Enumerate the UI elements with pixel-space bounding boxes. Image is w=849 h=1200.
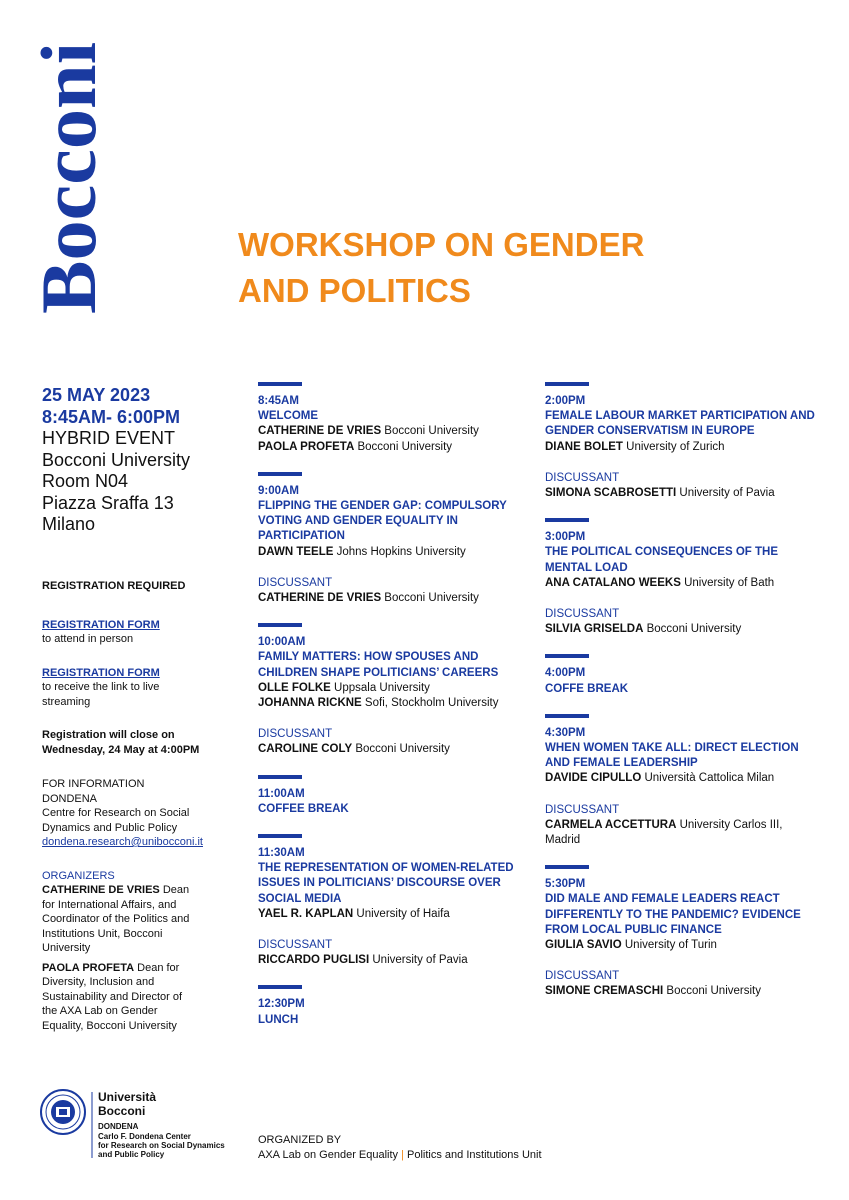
event-format: HYBRID EVENT bbox=[42, 428, 176, 448]
session-divider bbox=[545, 654, 589, 658]
info-label: FOR INFORMATION bbox=[42, 778, 145, 790]
discussant bbox=[258, 953, 528, 968]
session-title: WHEN WOMEN TAKE ALL: DIRECT ELECTION AND FEMALE LEADERSHIP bbox=[545, 742, 799, 770]
session-title: LUNCH bbox=[258, 1013, 299, 1026]
discussant-label: DISCUSSANT bbox=[545, 471, 620, 484]
title-line-1: WORKSHOP ON GENDER bbox=[238, 226, 645, 263]
event-info bbox=[42, 384, 232, 536]
discussant-affiliation: Bocconi University bbox=[381, 592, 479, 605]
session-speaker bbox=[545, 440, 815, 455]
session bbox=[545, 518, 815, 637]
speaker-affiliation: University of Bath bbox=[680, 576, 775, 589]
speaker-affiliation: University of Haifa bbox=[353, 907, 450, 920]
discussant-name: SILVIA GRISELDA bbox=[545, 623, 644, 636]
session-time: 3:00PM bbox=[545, 531, 586, 544]
discussant-name: CATHERINE DE VRIES bbox=[258, 592, 382, 605]
session bbox=[258, 985, 528, 1027]
registration-form-streaming-link[interactable]: REGISTRATION FORM bbox=[42, 666, 160, 679]
bocconi-logo-text: Bocconi bbox=[25, 49, 110, 314]
session bbox=[258, 382, 528, 455]
speaker-name: DAVIDE CIPULLO bbox=[545, 772, 642, 785]
session-divider bbox=[258, 472, 302, 476]
session-divider bbox=[545, 518, 589, 522]
session-speaker bbox=[258, 907, 528, 922]
session-time: 4:30PM bbox=[545, 726, 586, 739]
registration-form-in-person-link[interactable]: REGISTRATION FORM bbox=[42, 618, 160, 631]
info-desc: Centre for Research on Social Dynamics and Public Policy bbox=[42, 807, 190, 834]
discussant-affiliation: University Carlos III, Madrid bbox=[545, 818, 783, 847]
session-time: 11:00AM bbox=[258, 787, 305, 800]
organizer-2-name: PAOLA PROFETA bbox=[42, 961, 135, 974]
info-org: DONDENA bbox=[42, 792, 98, 805]
discussant-affiliation: University of Pavia bbox=[676, 487, 775, 500]
schedule-column-morning bbox=[258, 382, 528, 1045]
discussant-label: DISCUSSANT bbox=[258, 939, 333, 952]
discussant-label: DISCUSSANT bbox=[545, 608, 620, 621]
session bbox=[258, 834, 528, 968]
speaker-name: JOHANNA RICKNE bbox=[258, 697, 362, 710]
session-time: 10:00AM bbox=[258, 636, 306, 649]
page-title bbox=[238, 222, 798, 314]
session-title: THE REPRESENTATION OF WOMEN-RELATED ISSUES IN POLITICIANS’ DISCOURSE OVER SOCIAL MEDIA bbox=[258, 862, 514, 905]
session-divider bbox=[258, 382, 302, 386]
organized-by-label: ORGANIZED BY bbox=[258, 1134, 342, 1146]
session bbox=[258, 775, 528, 817]
session-speaker bbox=[258, 545, 528, 560]
footer-univ-line2: Bocconi bbox=[98, 1104, 146, 1118]
session bbox=[545, 654, 815, 696]
session-speaker bbox=[258, 424, 528, 439]
discussant bbox=[545, 818, 815, 848]
organized-by bbox=[258, 1133, 542, 1163]
org-axa-lab: AXA Lab on Gender Equality bbox=[258, 1149, 399, 1161]
org-separator: | bbox=[401, 1149, 404, 1161]
session-time: 5:30PM bbox=[545, 878, 586, 891]
discussant bbox=[545, 984, 815, 999]
organizer-2 bbox=[42, 961, 194, 1034]
speaker-name: DIANE BOLET bbox=[545, 440, 623, 453]
session-divider bbox=[258, 623, 302, 627]
speaker-name: ANA CATALANO WEEKS bbox=[545, 576, 681, 589]
footer-center-line3: and Public Policy bbox=[98, 1150, 165, 1159]
discussant bbox=[258, 742, 528, 757]
session-divider bbox=[258, 834, 302, 838]
session-title: COFFEE BREAK bbox=[258, 802, 349, 815]
discussant bbox=[545, 622, 815, 637]
schedule-column-afternoon bbox=[545, 382, 815, 1017]
discussant-label: DISCUSSANT bbox=[258, 576, 333, 589]
discussant-name: SIMONA SCABROSETTI bbox=[545, 487, 677, 500]
session-divider bbox=[545, 382, 589, 386]
registration-close-note: Registration will close on Wednesday, 24 May at 4:00PM bbox=[42, 729, 200, 756]
info-email-link[interactable]: dondena.research@unibocconi.it bbox=[42, 836, 203, 848]
session-title: FAMILY MATTERS: HOW SPOUSES AND CHILDREN SHAPE POLITICIANS’ CAREERS bbox=[258, 651, 499, 679]
session-title: COFFE BREAK bbox=[545, 682, 629, 695]
footer-dondena: DONDENA bbox=[98, 1122, 139, 1131]
session-speaker bbox=[545, 576, 815, 591]
session-time: 11:30AM bbox=[258, 847, 305, 860]
session-speaker bbox=[545, 771, 815, 786]
session-time: 2:00PM bbox=[545, 395, 586, 407]
registration-required: REGISTRATION REQUIRED bbox=[42, 580, 186, 592]
speaker-name: CATHERINE DE VRIES bbox=[258, 425, 382, 438]
discussant-label: DISCUSSANT bbox=[545, 803, 620, 816]
session-speaker bbox=[258, 696, 528, 711]
speaker-affiliation: University of Zurich bbox=[622, 440, 725, 453]
org-politics-unit: Politics and Institutions Unit bbox=[407, 1149, 542, 1161]
organizer-1 bbox=[42, 883, 202, 956]
session-title: FLIPPING THE GENDER GAP: COMPULSORY VOTING AND GENDER EQUALITY IN PARTICIPATION bbox=[258, 500, 507, 543]
speaker-affiliation: Bocconi University bbox=[354, 440, 453, 453]
speaker-affiliation: Uppsala University bbox=[330, 681, 430, 694]
event-venue: Bocconi University bbox=[42, 449, 191, 470]
organizer-1-name: CATHERINE DE VRIES bbox=[42, 884, 160, 896]
discussant-name: SIMONE CREMASCHI bbox=[545, 985, 664, 998]
footer-logo bbox=[40, 1088, 260, 1168]
speaker-affiliation: Università Cattolica Milan bbox=[641, 772, 775, 785]
session-title: WELCOME bbox=[258, 410, 319, 423]
session-divider bbox=[545, 714, 589, 718]
session-speaker bbox=[545, 938, 815, 953]
session bbox=[545, 714, 815, 848]
organized-by-units bbox=[258, 1148, 542, 1163]
discussant bbox=[258, 591, 528, 606]
session-time: 4:00PM bbox=[545, 667, 586, 680]
speaker-name: DAWN TEELE bbox=[258, 545, 334, 558]
discussant-label: DISCUSSANT bbox=[258, 728, 333, 741]
session-time: 12:30PM bbox=[258, 998, 305, 1011]
speaker-affiliation: University of Turin bbox=[621, 939, 717, 952]
organizers-label: ORGANIZERS bbox=[42, 869, 115, 882]
session-title: THE POLITICAL CONSEQUENCES OF THE MENTAL LOAD bbox=[545, 546, 778, 574]
session-speaker bbox=[258, 440, 528, 455]
discussant-label: DISCUSSANT bbox=[545, 970, 620, 983]
session-title: FEMALE LABOUR MARKET PARTICIPATION AND GENDER CONSERVATISM IN EUROPE bbox=[545, 410, 815, 438]
session-time: 8:45AM bbox=[258, 395, 299, 407]
registration-panel bbox=[42, 579, 242, 1038]
discussant-name: RICCARDO PUGLISI bbox=[258, 954, 370, 967]
session-divider bbox=[258, 985, 302, 989]
footer-center-line2: for Research on Social Dynamics bbox=[98, 1141, 225, 1150]
discussant-affiliation: Bocconi University bbox=[352, 743, 450, 756]
discussant-affiliation: Bocconi University bbox=[643, 623, 742, 636]
discussant bbox=[545, 486, 815, 501]
university-seal-icon bbox=[41, 1090, 85, 1134]
registration-form-in-person-desc: to attend in person bbox=[42, 633, 134, 645]
event-address: Piazza Sraffa 13 bbox=[42, 492, 174, 513]
session-time: 9:00AM bbox=[258, 484, 299, 497]
speaker-name: OLLE FOLKE bbox=[258, 681, 331, 694]
speaker-affiliation: Bocconi University bbox=[381, 425, 479, 438]
session bbox=[258, 472, 528, 606]
session-speaker bbox=[258, 681, 528, 696]
footer-center-line1: Carlo F. Dondena Center bbox=[98, 1132, 191, 1141]
discussant-name: CAROLINE COLY bbox=[258, 743, 353, 756]
event-time: 8:45AM- 6:00PM bbox=[42, 407, 181, 427]
footer-univ-line1: Università bbox=[98, 1090, 157, 1104]
session-divider bbox=[545, 865, 589, 869]
speaker-affiliation: Johns Hopkins University bbox=[333, 545, 466, 558]
discussant-name: CARMELA ACCETTURA bbox=[545, 818, 677, 831]
session-divider bbox=[258, 775, 302, 779]
session bbox=[545, 382, 815, 501]
speaker-name: PAOLA PROFETA bbox=[258, 440, 355, 453]
title-line-2: AND POLITICS bbox=[238, 272, 471, 309]
discussant-affiliation: University of Pavia bbox=[369, 954, 468, 967]
session bbox=[258, 623, 528, 757]
event-city: Milano bbox=[42, 514, 96, 534]
organizer-2-role: Dean for Diversity, Inclusion and Sustainability and Director of the AXA Lab on Gender Equality, Bocconi University bbox=[42, 961, 183, 1032]
session bbox=[545, 865, 815, 999]
speaker-name: GIULIA SAVIO bbox=[545, 939, 622, 952]
bocconi-vertical-logo bbox=[20, 38, 110, 318]
speaker-affiliation: Sofi, Stockholm University bbox=[361, 697, 499, 710]
registration-form-streaming-desc: to receive the link to live streaming bbox=[42, 681, 160, 708]
discussant-affiliation: Bocconi University bbox=[663, 985, 761, 998]
speaker-name: YAEL R. KAPLAN bbox=[258, 907, 354, 920]
event-date: 25 MAY 2023 bbox=[42, 385, 151, 405]
event-room: Room N04 bbox=[42, 471, 129, 491]
organizer-1-role: Dean for International Affairs, and Coordinator of the Politics and Institutions Unit, Bocconi University bbox=[42, 884, 190, 954]
session-title: DID MALE AND FEMALE LEADERS REACT DIFFERENTLY TO THE PANDEMIC? EVIDENCE FROM LOCAL PUBLIC FINANCE bbox=[545, 893, 801, 936]
